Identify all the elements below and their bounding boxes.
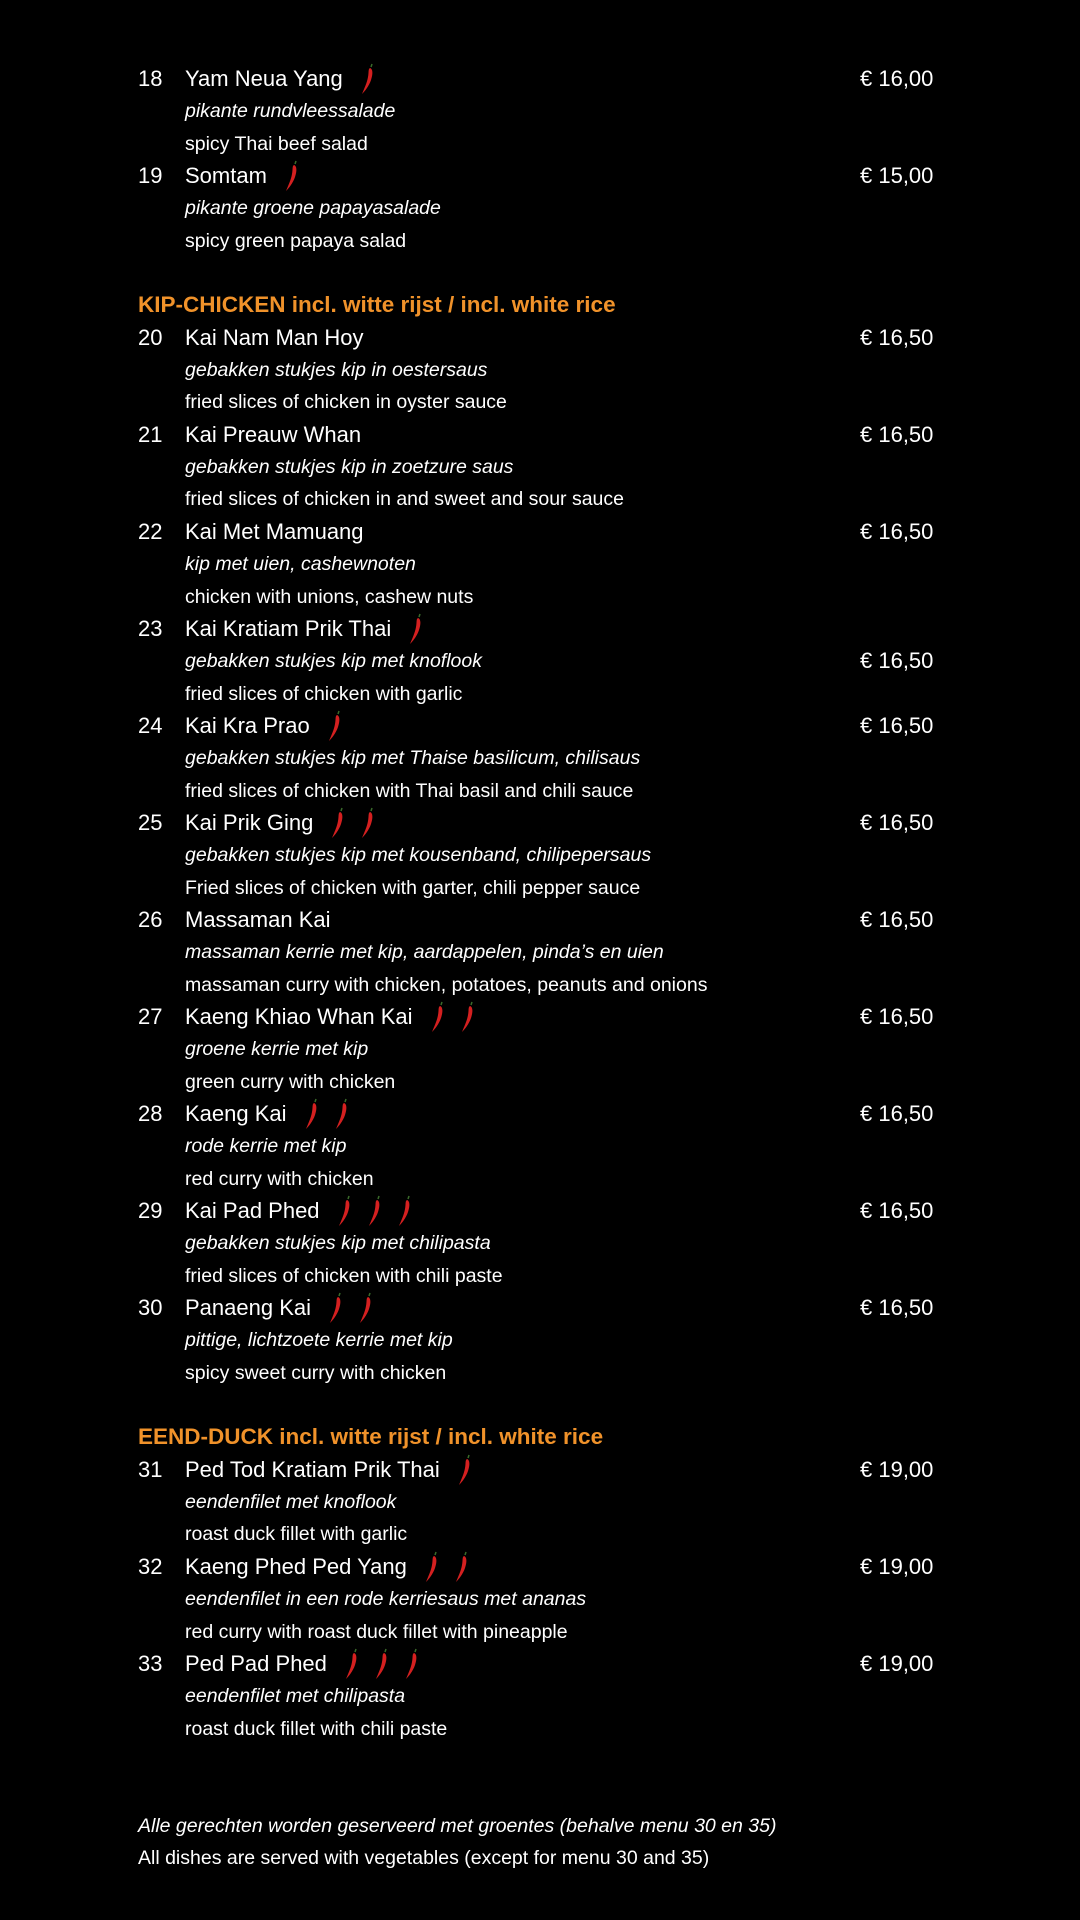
item-description-en: fried slices of chicken with chili paste: [185, 1264, 503, 1287]
chili-pepper-icon: [366, 1195, 384, 1227]
menu-item-28: [0, 1098, 1080, 1130]
item-number: 22: [138, 518, 163, 544]
chili-pepper-icon: [407, 613, 425, 645]
item-description-nl-row: [0, 95, 1080, 127]
item-description-en: fried slices of chicken in oyster sauce: [185, 391, 507, 414]
item-description-nl: gebakken stukjes kip met chilipasta: [185, 1232, 491, 1255]
item-description-en: red curry with chicken: [185, 1167, 374, 1190]
item-name: [185, 1292, 375, 1324]
item-name-text: Kai Kra Prao: [185, 712, 310, 738]
menu-item-24: [0, 710, 1080, 742]
item-number: 31: [138, 1456, 163, 1482]
spacer: [0, 1745, 1080, 1777]
item-price: € 16,50: [860, 518, 934, 544]
spicy-level: [310, 710, 344, 742]
item-description-en: roast duck fillet with chili paste: [185, 1717, 448, 1740]
item-name: [185, 1098, 351, 1130]
spicy-level: [320, 1195, 414, 1227]
item-price: € 16,00: [860, 66, 934, 91]
item-description-nl-row: [0, 451, 1080, 483]
chili-pepper-icon: [343, 1648, 361, 1680]
chili-pepper-icon: [459, 1001, 477, 1033]
item-price: € 16,50: [860, 712, 934, 738]
chili-pepper-icon: [396, 1195, 414, 1227]
item-description-nl-row: [0, 548, 1080, 580]
item-name: [185, 904, 331, 936]
menu-item-25: [0, 807, 1080, 839]
item-price: € 19,00: [860, 1553, 934, 1579]
chili-pepper-icon: [373, 1648, 391, 1680]
chili-pepper-icon: [303, 1098, 321, 1130]
item-description-nl: gebakken stukjes kip met kousenband, chilipepersaus: [185, 844, 652, 867]
item-number: 21: [138, 421, 163, 447]
item-description-nl-row: [0, 1130, 1080, 1162]
spacer: [0, 1777, 1080, 1809]
item-number: 30: [138, 1295, 163, 1321]
section-heading: KIP-CHICKEN incl. witte rijst / incl. white rice: [138, 292, 616, 318]
item-name: [185, 1551, 471, 1583]
item-name-text: Kai Met Mamuang: [185, 518, 364, 544]
item-price: € 16,50: [860, 648, 934, 674]
item-description-en: spicy green papaya salad: [185, 229, 407, 252]
item-description-en: fried slices of chicken with Thai basil and chili sauce: [185, 779, 634, 802]
item-description-nl: pittige, lichtzoete kerrie met kip: [185, 1329, 453, 1352]
menu-item-26: [0, 904, 1080, 936]
chili-pepper-icon: [336, 1195, 354, 1227]
item-name: [185, 1648, 421, 1680]
footer-note-en: All dishes are served with vegetables (except for menu 30 and 35): [138, 1846, 710, 1869]
section-heading-row: [0, 289, 1080, 321]
item-description-nl-row: [0, 936, 1080, 968]
menu-item-30: [0, 1292, 1080, 1324]
item-description-en-row: [0, 483, 1080, 515]
item-description-en: red curry with roast duck fillet with pineapple: [185, 1620, 568, 1643]
chili-pepper-icon: [359, 63, 377, 95]
item-description-en: chicken with unions, cashew nuts: [185, 585, 474, 608]
item-description-en-row: [0, 1260, 1080, 1292]
item-name-text: Ped Tod Kratiam Prik Thai: [185, 1456, 440, 1482]
item-description-en-row: [0, 1357, 1080, 1389]
item-description-nl: pikante groene papayasalade: [185, 197, 441, 220]
item-name: [185, 1454, 474, 1486]
item-description-nl: gebakken stukjes kip in zoetzure saus: [185, 456, 514, 479]
item-number: 33: [138, 1650, 163, 1676]
item-description-nl: groene kerrie met kip: [185, 1038, 369, 1061]
item-name: [185, 1195, 414, 1227]
item-description-en-row: [0, 1066, 1080, 1098]
spacer: [0, 1389, 1080, 1421]
chili-pepper-icon: [283, 160, 301, 192]
item-description-en: fried slices of chicken with garlic: [185, 682, 463, 705]
item-description-nl: eendenfilet met knoflook: [185, 1491, 397, 1514]
item-name-text: Kaeng Khiao Whan Kai: [185, 1003, 413, 1029]
item-name-text: Kai Prik Ging: [185, 809, 314, 835]
chili-pepper-icon: [327, 1292, 345, 1324]
item-description-en-row: [0, 1713, 1080, 1745]
item-description-nl-row: [0, 192, 1080, 224]
item-price: € 19,00: [860, 1650, 934, 1676]
item-description-en-row: [0, 386, 1080, 418]
chili-pepper-icon: [326, 710, 344, 742]
footer-note-nl: Alle gerechten worden geserveerd met groentes (behalve menu 30 en 35): [138, 1814, 777, 1837]
item-description-nl-row: [0, 1486, 1080, 1518]
footer-row: [0, 1842, 1080, 1874]
item-number: 26: [138, 906, 163, 932]
item-name: [185, 160, 301, 192]
menu-item-22: [0, 516, 1080, 548]
menu-item-27: [0, 1001, 1080, 1033]
spicy-level: [343, 63, 377, 95]
item-name: [185, 419, 361, 451]
spicy-level: [413, 1001, 477, 1033]
item-name: [185, 63, 377, 95]
item-description-en: fried slices of chicken in and sweet and sour sauce: [185, 488, 624, 511]
section-heading: EEND-DUCK incl. witte rijst / incl. white rice: [138, 1424, 604, 1450]
item-description-en-row: [0, 678, 1080, 710]
item-price: € 19,00: [860, 1456, 934, 1482]
chili-pepper-icon: [429, 1001, 447, 1033]
item-description-nl-row: [0, 1680, 1080, 1712]
item-description-nl-row: [0, 742, 1080, 774]
item-number: 24: [138, 712, 163, 738]
item-name: [185, 613, 425, 645]
menu-item-21: [0, 419, 1080, 451]
spicy-level: [287, 1098, 351, 1130]
item-name: [185, 710, 344, 742]
item-description-en: massaman curry with chicken, potatoes, peanuts and onions: [185, 973, 708, 996]
item-description-en: spicy sweet curry with chicken: [185, 1361, 447, 1384]
item-name-text: Panaeng Kai: [185, 1295, 311, 1321]
item-description-nl-row: [0, 1227, 1080, 1259]
item-description-nl-row: [0, 354, 1080, 386]
item-number: 32: [138, 1553, 163, 1579]
item-description-en-row: [0, 225, 1080, 257]
item-number: 20: [138, 324, 163, 350]
item-number: 29: [138, 1198, 163, 1224]
chili-pepper-icon: [403, 1648, 421, 1680]
item-name-text: Kai Kratiam Prik Thai: [185, 615, 392, 641]
item-number: 19: [138, 163, 163, 189]
item-description-en: Fried slices of chicken with garter, chili pepper sauce: [185, 876, 641, 899]
item-description-nl: kip met uien, cashewnoten: [185, 553, 416, 576]
spicy-level: [440, 1454, 474, 1486]
item-name-text: Yam Neua Yang: [185, 66, 343, 91]
item-name: [185, 1001, 477, 1033]
item-price: € 16,50: [860, 1003, 934, 1029]
item-name-text: Kaeng Kai: [185, 1101, 287, 1126]
item-name-text: Kai Pad Phed: [185, 1198, 320, 1224]
item-description-nl: gebakken stukjes kip in oestersaus: [185, 359, 488, 382]
item-number: 27: [138, 1003, 163, 1029]
item-name-text: Ped Pad Phed: [185, 1650, 327, 1676]
chili-pepper-icon: [329, 807, 347, 839]
menu-item-29: [0, 1195, 1080, 1227]
menu-item-31: [0, 1454, 1080, 1486]
item-description-nl-row: [0, 1033, 1080, 1065]
item-name-text: Kaeng Phed Ped Yang: [185, 1553, 407, 1579]
item-description-nl-row: [0, 1324, 1080, 1356]
section-heading-row: [0, 1421, 1080, 1453]
chili-pepper-icon: [359, 807, 377, 839]
chili-pepper-icon: [453, 1551, 471, 1583]
item-number: 18: [138, 66, 163, 91]
item-description-nl: pikante rundvleessalade: [185, 100, 396, 123]
item-description-en: spicy Thai beef salad: [185, 132, 368, 155]
item-price: € 16,50: [860, 906, 934, 932]
menu-item-33: [0, 1648, 1080, 1680]
chili-pepper-icon: [456, 1454, 474, 1486]
item-description-nl: eendenfilet in een rode kerriesaus met ananas: [185, 1588, 587, 1611]
item-number: 23: [138, 615, 163, 641]
item-description-nl: gebakken stukjes kip met Thaise basilicum, chilisaus: [185, 747, 641, 770]
spicy-level: [391, 613, 425, 645]
item-description-nl-row: [0, 839, 1080, 871]
item-description-nl: rode kerrie met kip: [185, 1135, 347, 1158]
item-name: [185, 516, 364, 548]
menu-item-18: [0, 63, 1080, 95]
chili-pepper-icon: [423, 1551, 441, 1583]
item-name: [185, 322, 364, 354]
item-price: € 15,00: [860, 163, 934, 189]
item-name-text: Somtam: [185, 163, 267, 189]
menu-item-23: [0, 613, 1080, 645]
spicy-level: [311, 1292, 375, 1324]
item-price: € 16,50: [860, 1101, 934, 1126]
item-name-text: Kai Nam Man Hoy: [185, 324, 364, 350]
item-description-en: roast duck fillet with garlic: [185, 1523, 408, 1546]
spicy-level: [267, 160, 301, 192]
chili-pepper-icon: [357, 1292, 375, 1324]
item-name-text: Massaman Kai: [185, 906, 331, 932]
item-description-en-row: [0, 872, 1080, 904]
item-description-nl: massaman kerrie met kip, aardappelen, pinda’s en uien: [185, 941, 664, 964]
item-description-en-row: [0, 1163, 1080, 1195]
spicy-level: [313, 807, 377, 839]
item-description-en-row: [0, 581, 1080, 613]
item-description-nl: gebakken stukjes kip met knoflook: [185, 650, 482, 673]
item-price: € 16,50: [860, 809, 934, 835]
item-number: 25: [138, 809, 163, 835]
item-description-nl: eendenfilet met chilipasta: [185, 1685, 406, 1708]
item-description-en-row: [0, 1518, 1080, 1550]
spicy-level: [327, 1648, 421, 1680]
item-description-en-row: [0, 128, 1080, 160]
chili-pepper-icon: [333, 1098, 351, 1130]
item-description-en-row: [0, 1616, 1080, 1648]
item-price: € 16,50: [860, 421, 934, 447]
item-name-text: Kai Preauw Whan: [185, 421, 362, 447]
spacer: [0, 257, 1080, 289]
item-number: 28: [138, 1101, 163, 1126]
menu-item-20: [0, 322, 1080, 354]
footer-row: [0, 1810, 1080, 1842]
menu-list: [0, 63, 1080, 1874]
item-description-en: green curry with chicken: [185, 1070, 396, 1093]
item-price: € 16,50: [860, 1198, 934, 1224]
item-description-en-row: [0, 775, 1080, 807]
item-name: [185, 807, 377, 839]
spicy-level: [407, 1551, 471, 1583]
item-price: € 16,50: [860, 1295, 934, 1321]
item-price: € 16,50: [860, 324, 934, 350]
menu-item-32: [0, 1551, 1080, 1583]
item-description-nl-row: [0, 645, 1080, 677]
item-description-en-row: [0, 969, 1080, 1001]
menu-item-19: [0, 160, 1080, 192]
item-description-nl-row: [0, 1583, 1080, 1615]
